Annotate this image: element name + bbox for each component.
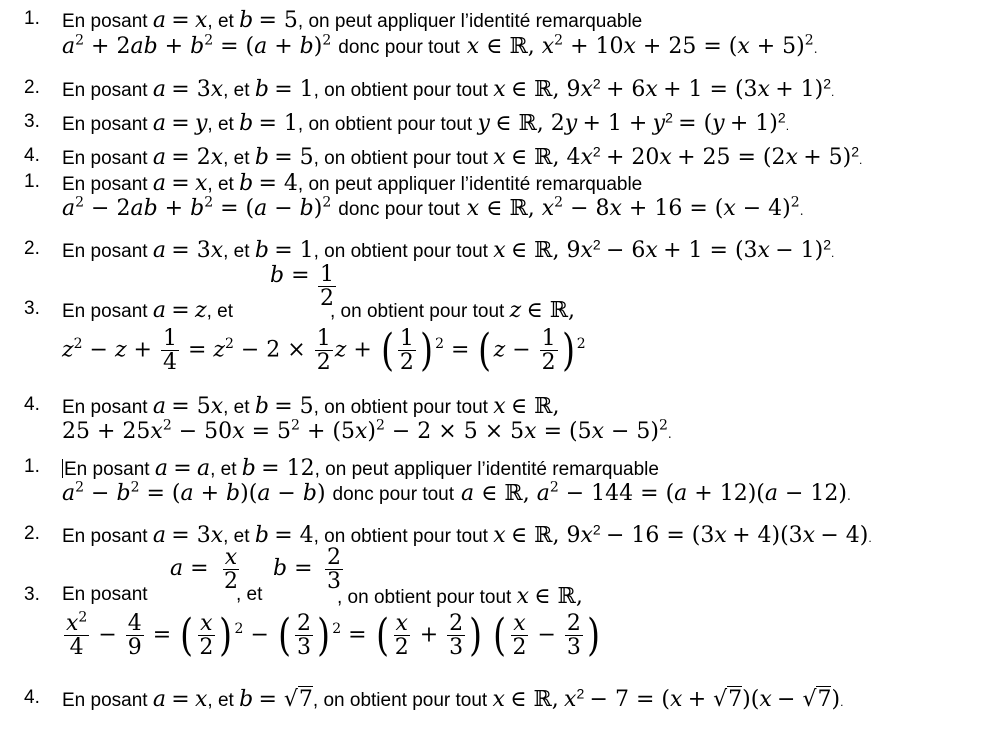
item-number: 4. xyxy=(24,145,40,166)
item-text: En posant a = 3x, et b = 4, on obtient pour tout x ∈ ℝ, $9x^2 - 16 = (3x + 4)(3x - 4)$. xyxy=(62,521,872,548)
label-et: , et xyxy=(207,11,234,32)
label-obtient: , on obtient pour tout xyxy=(330,301,505,322)
item-number: 2. xyxy=(24,523,40,544)
item-text: En posant a = 3x, et b = 1, on obtient pour tout x ∈ ℝ, $9x^2 - 6x + 1 = (3x - 1)^2$. xyxy=(62,236,835,263)
label-obtient: , on obtient pour tout xyxy=(313,241,488,262)
label-obtient: , on obtient pour tout xyxy=(312,690,488,711)
label-donc: donc pour tout xyxy=(338,199,460,220)
label-identite: , on peut appliquer l’identité remarquable xyxy=(297,174,643,195)
item-number: 2. xyxy=(24,238,40,259)
label-et: , et xyxy=(207,690,234,711)
formula-line: $a^2 - 2ab + b^2 = (a - b)^2$ donc pour tout x ∈ ℝ, $x^2 - 8x + 16 = (x - 4)^2$. xyxy=(62,194,804,221)
label-en-posant: En posant xyxy=(62,174,148,195)
item-number: 1. xyxy=(24,456,40,477)
item-text: En posant a = y, et b = 1, on obtient pour tout y ∈ ℝ, $2y + 1 + y^2 = (y + 1)^2$. xyxy=(62,109,790,136)
label-en-posant: En posant xyxy=(62,114,148,135)
label-en-posant: En posant xyxy=(62,301,148,322)
label-et: , et xyxy=(223,80,250,101)
item-number: 3. xyxy=(24,298,40,319)
text-cursor xyxy=(62,459,63,478)
label-et: , et xyxy=(236,584,263,605)
label-et: , et xyxy=(207,114,234,135)
item-text: En posant a = 2x, et b = 5, on obtient pour tout x ∈ ℝ, $4x^2 + 20x + 25 = (2x + 5)^2$. xyxy=(62,143,863,170)
item-text xyxy=(62,584,148,606)
label-et: , et xyxy=(207,174,234,195)
label-obtient: , on obtient pour tout xyxy=(313,80,488,101)
label-et: , et xyxy=(223,397,250,418)
label-obtient: , on obtient pour tout xyxy=(337,587,512,608)
label-et: , et xyxy=(223,241,250,262)
label-et: , et xyxy=(206,301,233,322)
label-obtient: , on obtient pour tout xyxy=(313,148,488,169)
item-text: En posant a = 5x, et b = 5, on obtient pour tout x ∈ ℝ, xyxy=(62,394,560,419)
var-a: a = xyxy=(170,556,209,581)
item-text: , on obtient pour tout x ∈ ℝ, xyxy=(337,584,583,609)
label-en-posant: En posant xyxy=(62,241,148,262)
item-number: 2. xyxy=(24,77,40,98)
item-text: En posant a = x, et b = 4, on peut appliquer l’identité remarquable xyxy=(62,171,643,196)
var-b: b = xyxy=(273,556,313,581)
item-text: En posant a = 3x, et b = 1, on obtient pour tout x ∈ ℝ, $9x^2 + 6x + 1 = (3x + 1)^2$. xyxy=(62,75,835,102)
item-number: 4. xyxy=(24,687,40,708)
label-en-posant: En posant xyxy=(62,584,148,605)
label-identite: , on peut appliquer l’identité remarquable xyxy=(297,11,643,32)
label-en-posant: En posant xyxy=(62,11,148,32)
formula-line: $z^2 - z$ + $\frac{1}{4}$ = $z^2 - 2$ × $\frac{1}{2}$ z + ( $\frac{1}{2}$ ) $^2$ = (z − $\frac{1}{2}$ ) $^2$ xyxy=(62,325,586,376)
item-number: 1. xyxy=(24,8,40,29)
item-text: En posant a = x, et b = 5, on peut appliquer l’identité remarquable xyxy=(62,8,643,33)
item-number: 1. xyxy=(24,171,40,192)
label-en-posant: En posant xyxy=(62,690,148,711)
label-donc: donc pour tout xyxy=(332,484,455,505)
label-donc: donc pour tout xyxy=(338,37,460,58)
fraction: $\frac{2}{3}$ xyxy=(327,545,341,595)
label-identite: , on peut appliquer l’identité remarquable xyxy=(314,459,659,480)
item-text: , on obtient pour tout z ∈ ℝ, xyxy=(330,298,576,323)
fraction: $\frac{x}{2}$ xyxy=(224,545,238,595)
item-number: 4. xyxy=(24,394,40,415)
label-en-posant: En posant xyxy=(62,526,148,547)
label-et: , et xyxy=(223,148,250,169)
label-et: , et xyxy=(210,459,237,480)
formula-line: $25 + 25x^2 - 50x = 5^2 + (5x)^2 - 2 \times 5 \times 5x = (5x - 5)^2$. xyxy=(62,417,672,444)
formula-line: $a^2 + 2ab + b^2 = (a + b)^2$ donc pour tout x ∈ ℝ, $x^2 + 10x + 25 = (x + 5)^2$. xyxy=(62,32,818,59)
item-number: 3. xyxy=(24,584,40,605)
item-text: En posant a = x, et b = √7, on obtient pour tout x ∈ ℝ, $x^2 - 7 = (x + √7)(x - √7)$. xyxy=(62,685,844,712)
label-obtient: , on obtient pour tout xyxy=(313,526,488,547)
label-en-posant: En posant xyxy=(62,397,148,418)
label-obtient: , on obtient pour tout xyxy=(313,397,488,418)
item-number: 3. xyxy=(24,111,40,132)
item-text: En posant a = z, et xyxy=(62,298,233,323)
item-text: En posant a = a, et b = 12, on peut appliquer l’identité remarquable xyxy=(64,456,659,481)
fraction: $\frac{1}{2}$ xyxy=(320,262,334,312)
label-en-posant: En posant xyxy=(62,80,148,101)
label-en-posant: En posant xyxy=(62,148,148,169)
label-en-posant: En posant xyxy=(64,459,150,480)
label-et: , et xyxy=(223,526,250,547)
formula-line: $a^2 - b^2 = (a + b)(a - b)$ donc pour tout a ∈ ℝ, $a^2 - 144 = (a + 12)(a - 12)$. xyxy=(62,479,851,506)
label-obtient: , on obtient pour tout xyxy=(297,114,473,135)
fraction-one-half: b = xyxy=(270,263,310,288)
formula-line: $\frac{x^2}{4}$ − $\frac{4}{9}$ = ( $\frac{x}{2}$ ) $^2$ − ( $\frac{2}{3}$ ) $^2$ = ( $\frac{x}{2}$ + $\frac{2}{3}$ ) ( $\frac{x}{2}$ − $\frac{2}{3}$ ) xyxy=(66,609,600,661)
